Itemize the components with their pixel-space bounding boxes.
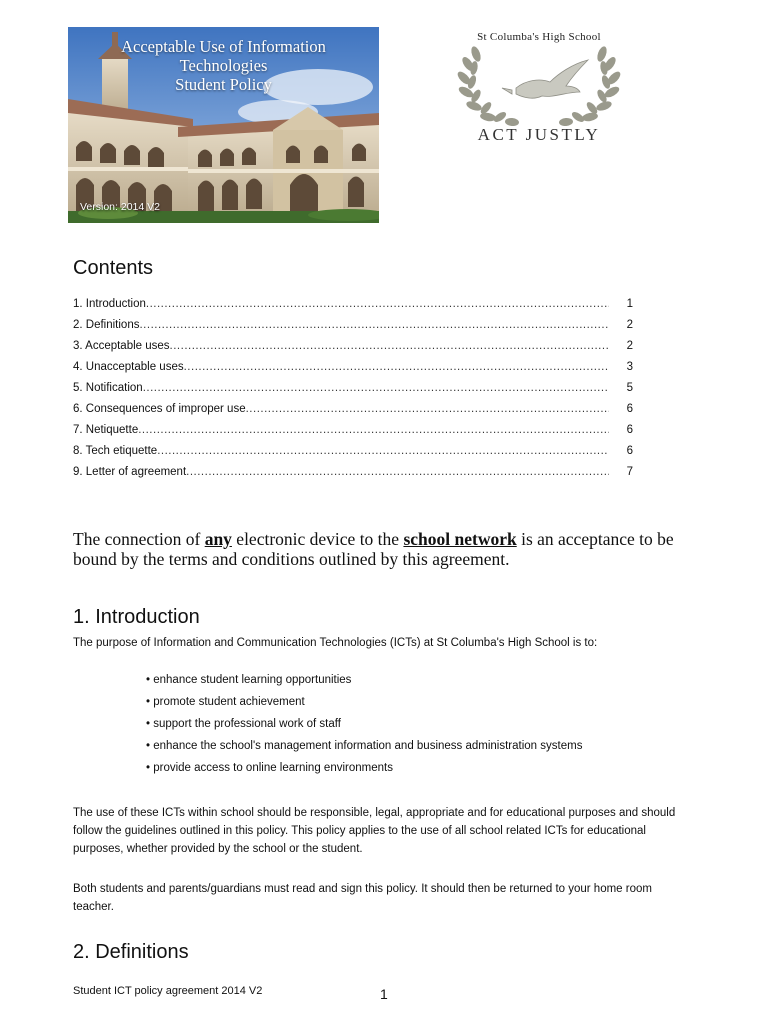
toc-entry-page: 6 [626,424,633,436]
toc-entry-label: 5. Notification [73,382,143,394]
cover-title [68,37,379,94]
purpose-list-item: • enhance the school's management information and business administration systems [146,737,666,759]
toc-entry[interactable] [73,381,633,402]
toc-entry-label: 1. Introduction [73,298,146,310]
statement-emphasis-network: school network [403,529,517,549]
cover-title-line: Acceptable Use of Information [121,37,326,56]
toc-entry[interactable] [73,297,633,318]
toc-entry[interactable] [73,360,633,381]
page-footer-title: Student ICT policy agreement 2014 V2 [73,985,263,997]
toc-leader [184,360,609,374]
toc-entry-page: 2 [626,319,633,331]
introduction-paragraph-2: Both students and parents/guardians must read and sign this policy. It should then be returned to your home room teacher. [73,883,652,913]
toc-entry[interactable] [73,339,633,360]
toc-entry-page: 3 [626,361,633,373]
network-acceptance-statement [73,529,713,569]
toc-entry-label: 4. Unacceptable uses [73,361,184,373]
toc-entry-page: 5 [626,382,633,394]
cover-title-line: Student Policy [175,75,272,94]
school-logo [444,26,634,151]
toc-leader [157,444,609,458]
toc-entry-label: 7. Netiquette [73,424,139,436]
purpose-list-item: • promote student achievement [146,693,666,715]
toc-entry[interactable] [73,423,633,444]
table-of-contents [73,297,633,486]
toc-leader [139,318,609,332]
purpose-list-item: • support the professional work of staff [146,715,666,737]
laurel-wreath-icon [454,44,624,126]
toc-leader [146,297,609,311]
toc-entry-page: 7 [626,466,633,478]
toc-entry-page: 6 [626,445,633,457]
school-motto: ACT JUSTLY [477,125,601,144]
toc-leader [186,465,609,479]
cover-title-line: Technologies [179,56,268,75]
purpose-list-item: • enhance student learning opportunities [146,671,666,693]
toc-leader [170,339,609,353]
contents-heading: Contents [73,257,154,279]
toc-entry-label: 3. Acceptable uses [73,340,170,352]
statement-text: electronic device to the [231,529,404,549]
school-name: St Columba's High School [477,31,601,43]
toc-entry[interactable] [73,444,633,465]
toc-entry-label: 8. Tech etiquette [73,445,158,457]
statement-emphasis-any: any [204,529,232,549]
cover-version: Version: 2014 V2 [80,201,160,213]
toc-entry[interactable] [73,318,633,339]
purpose-list [146,671,666,781]
toc-entry-page: 1 [626,298,633,310]
statement-text: The connection of [73,529,205,549]
toc-entry-label: 6. Consequences of improper use [73,403,246,415]
toc-leader [143,381,609,395]
toc-leader [246,402,609,416]
toc-leader [138,423,609,437]
introduction-lead: The purpose of Information and Communication Technologies (ICTs) at St Columba's High School is to: [73,637,598,649]
toc-entry-label: 2. Definitions [73,319,140,331]
statement-text: is an acceptance to be bound by the terms and conditions outlined by this agreement. [73,529,674,569]
toc-entry-page: 2 [626,340,633,352]
definitions-heading: 2. Definitions [73,941,189,963]
dove-icon [502,60,588,98]
introduction-heading: 1. Introduction [73,606,200,628]
toc-entry-label: 9. Letter of agreement [73,466,187,478]
page-number: 1 [380,986,388,1002]
introduction-paragraph-1: The use of these ICTs within school should be responsible, legal, appropriate and for educational purposes and should follow the guidelines outlined in this policy. This policy applies to the use of all school related ICTs for educational purposes, whether provided by the school or the student. [73,807,676,855]
toc-entry[interactable] [73,465,633,486]
purpose-list-item: • provide access to online learning environments [146,759,666,781]
toc-entry-page: 6 [626,403,633,415]
cover-image [68,27,379,223]
toc-entry[interactable] [73,402,633,423]
